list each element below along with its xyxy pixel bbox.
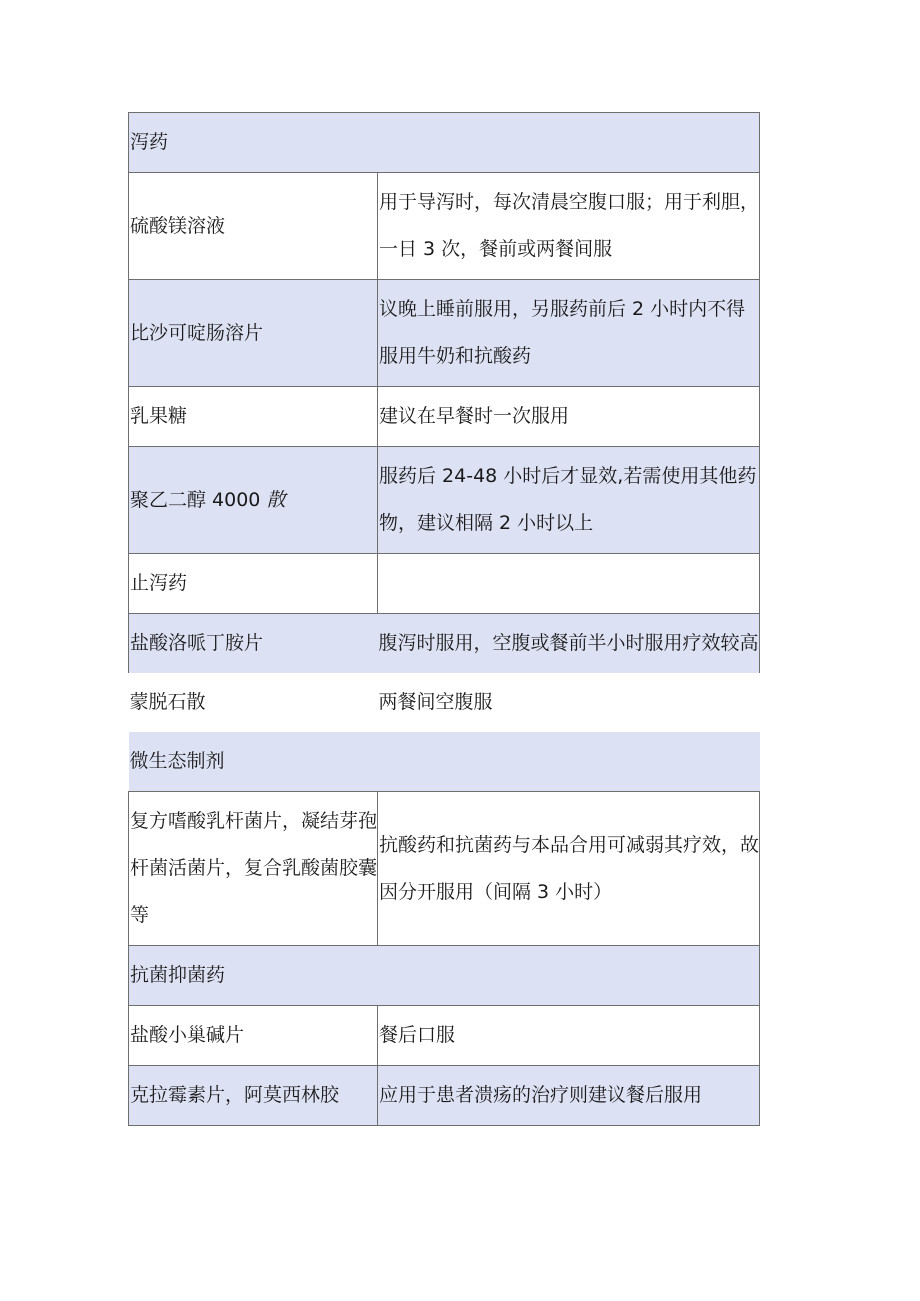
drug-usage: 抗酸药和抗菌药与本品合用可减弱其疗效，故因分开服用（间隔 3 小时）: [378, 792, 760, 946]
drug-usage: 建议在早餐时一次服用: [378, 387, 760, 447]
table-row: [129, 792, 760, 946]
drug-name: 盐酸小巢碱片: [129, 1006, 378, 1066]
drug-name: 乳果糖: [129, 387, 378, 447]
drug-name: 比沙可啶肠溶片: [129, 280, 378, 387]
category-name: 止泻药: [129, 554, 378, 614]
drug-name-italic: 散: [266, 488, 286, 511]
category-name: 抗菌抑菌药: [129, 946, 760, 1006]
drug-usage: 两餐间空腹服: [378, 673, 760, 732]
drug-name: [129, 447, 378, 554]
drug-name-main: 聚乙二醇 4000: [130, 488, 267, 511]
drug-usage: 餐后口服: [378, 1006, 760, 1066]
drug-usage: 服药后 24-48 小时后才显效,若需使用其他药物，建议相隔 2 小时以上: [378, 447, 760, 554]
drug-usage: 应用于患者溃疡的治疗则建议餐后服用: [378, 1066, 760, 1126]
drug-name: 硫酸镁溶液: [129, 173, 378, 280]
category-name: 微生态制剂: [129, 732, 378, 792]
medication-table-container: [128, 112, 759, 1126]
category-empty-cell: [378, 732, 760, 792]
medication-table: [128, 112, 760, 1126]
table-row: [129, 280, 760, 387]
table-row: [129, 614, 760, 674]
table-row: [129, 173, 760, 280]
table-row: [129, 1066, 760, 1126]
table-row: [129, 447, 760, 554]
drug-usage: 用于导泻时，每次清晨空腹口服；用于利胆，一日 3 次，餐前或两餐间服: [378, 173, 760, 280]
category-row: [129, 732, 760, 792]
category-row: [129, 946, 760, 1006]
category-name: 泻药: [129, 113, 760, 173]
table-row: [129, 673, 760, 732]
drug-usage: 议晚上睡前服用，另服药前后 2 小时内不得服用牛奶和抗酸药: [378, 280, 760, 387]
drug-usage: 腹泻时服用，空腹或餐前半小时服用疗效较高: [378, 614, 760, 674]
drug-name: 复方嗜酸乳杆菌片，凝结芽孢杆菌活菌片，复合乳酸菌胶囊等: [129, 792, 378, 946]
table-row: [129, 1006, 760, 1066]
category-row: [129, 554, 760, 614]
drug-name: 蒙脱石散: [129, 673, 378, 732]
category-row: [129, 113, 760, 173]
category-empty-cell: [378, 554, 760, 614]
table-row: [129, 387, 760, 447]
drug-name: 克拉霉素片，阿莫西林胶: [129, 1066, 378, 1126]
drug-name: 盐酸洛哌丁胺片: [129, 614, 378, 674]
